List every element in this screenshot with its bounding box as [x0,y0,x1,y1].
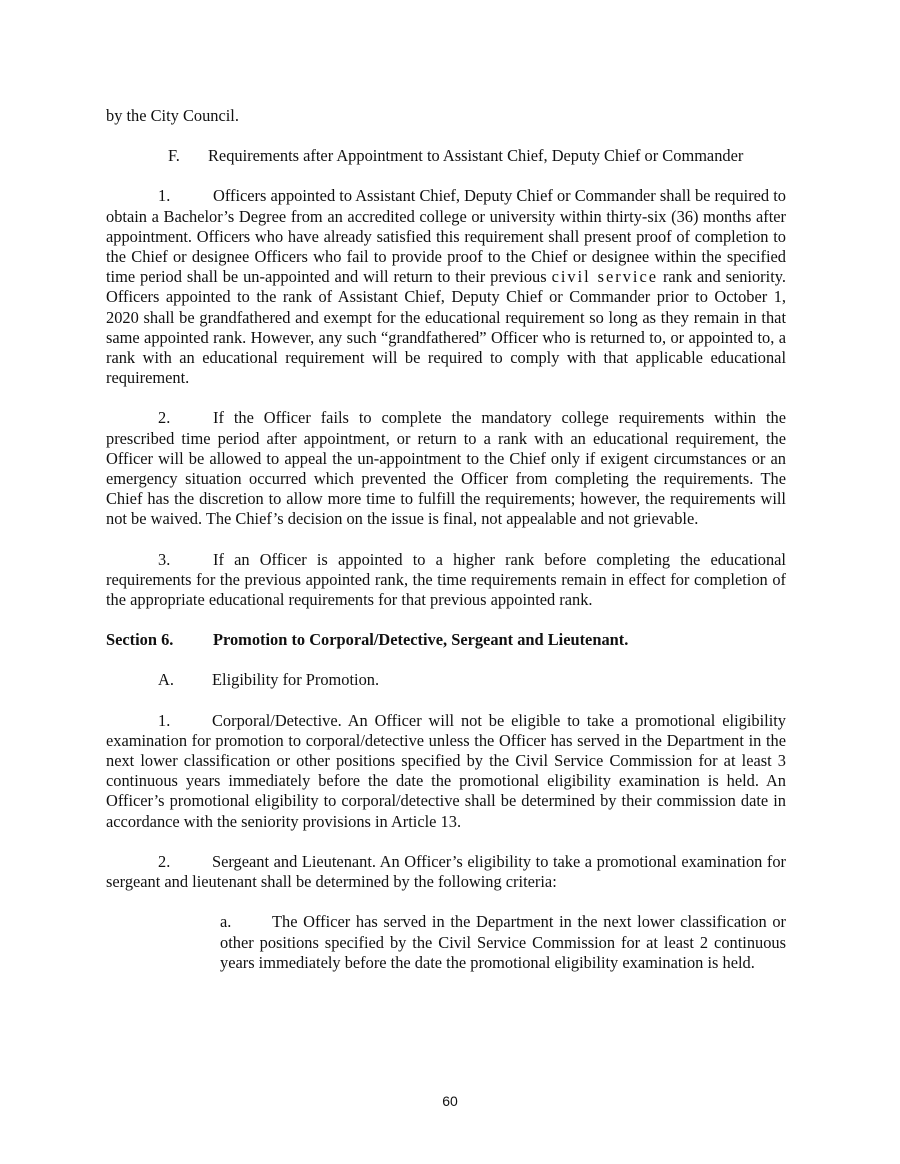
subsection-a-heading [106,670,786,690]
criteria-item-a [220,912,786,973]
criteria-item-a-label: a. [220,912,232,932]
subsection-f-label: F. [168,146,180,166]
section-6-heading [106,630,786,650]
paragraph-f-2-text: If the Officer fails to complete the mandatory college requirements within the prescribed time period after appointment, or return to a rank with an educational requirement, the Officer will be allowed to appeal the un-appointment to the Chief only if exigent circumstances or an emergency situation occurred which prevented the Officer from completing the requirements. The Chief has the discretion to allow more time to fulfill the requirements; however, the requirements will not be waived. The Chief’s decision on the issue is final, not appealable and not grievable. [106,408,786,529]
document-page [106,106,786,973]
paragraph-a-1-number: 1. [158,710,171,730]
paragraph-a-2-number: 2. [158,851,171,871]
paragraph-f-2-number: 2. [158,408,171,428]
paragraph-a-2-text: Sergeant and Lieutenant. An Officer’s eligibility to take a promotional examination for sergeant and lieutenant shall be determined by the following criteria: [106,851,786,892]
paragraph-f-1-number: 1. [158,186,171,206]
paragraph-f-1-text-a: Officers appointed to Assistant Chief, Deputy Chief or Commander shall be required to obtain a Bachelor’s Degree from an accredited college or university within thirty-six (36) months after appointment. Officers who have already satisfied this requirement shall present proof of completion to the Chief or designee Officers who fail to provide proof to the Chief or designee within the specified time period shall be un-appointed and will return to their previous [106,186,786,287]
page-number: 60 [442,1093,458,1109]
paragraph-f-2 [106,408,786,529]
paragraph-a-1 [106,711,786,832]
paragraph-f-3-number: 3. [158,549,171,569]
section-6-label: Section 6. [106,630,174,650]
paragraph-a-2 [106,852,786,892]
subsection-a-label: A. [158,670,174,690]
paragraph-f-1-spaced-text: civil service [551,267,659,287]
section-6-title: Promotion to Corporal/Detective, Sergeant and Lieutenant. [213,630,629,650]
criteria-item-a-text: The Officer has served in the Department in the next lower classification or other positions specified by the Civil Service Commission for at least 2 continuous years immediately before the date the promotional eligibility examination is held. [220,912,786,972]
continuation-text: by the City Council. [106,106,239,125]
paragraph-f-3-text: If an Officer is appointed to a higher rank before completing the educational requirements for the previous appointed rank, the time requirements remain in effect for completion of the appropriate educational requirements for that previous appointed rank. [106,549,786,610]
paragraph-f-1-text-b: rank and seniority. Officers appointed to the rank of Assistant Chief, Deputy Chief or Commander prior to October 1, 2020 shall be grandfathered and exempt for the educational requirement so long as they remain in that same appointed rank. However, any such “grandfathered” Officer who is returned to, or appointed to, a rank with an educational requirement will be required to comply with that applicable educational requirement. [106,267,786,388]
paragraph-f-3 [106,550,786,611]
paragraph-f-1 [106,186,786,388]
paragraph-a-1-text: Corporal/Detective. An Officer will not be eligible to take a promotional eligibility examination for promotion to corporal/detective unless the Officer has served in the Department in the next lower classification or other positions specified by the Civil Service Commission for at least 3 continuous years immediately before the date the promotional eligibility examination is held. An Officer’s promotional eligibility to corporal/detective shall be determined by their commission date in accordance with the seniority provisions in Article 13. [106,710,786,831]
subsection-f-title: Requirements after Appointment to Assistant Chief, Deputy Chief or Commander [208,146,744,166]
subsection-f-heading [106,146,786,166]
subsection-a-title: Eligibility for Promotion. [212,670,380,690]
